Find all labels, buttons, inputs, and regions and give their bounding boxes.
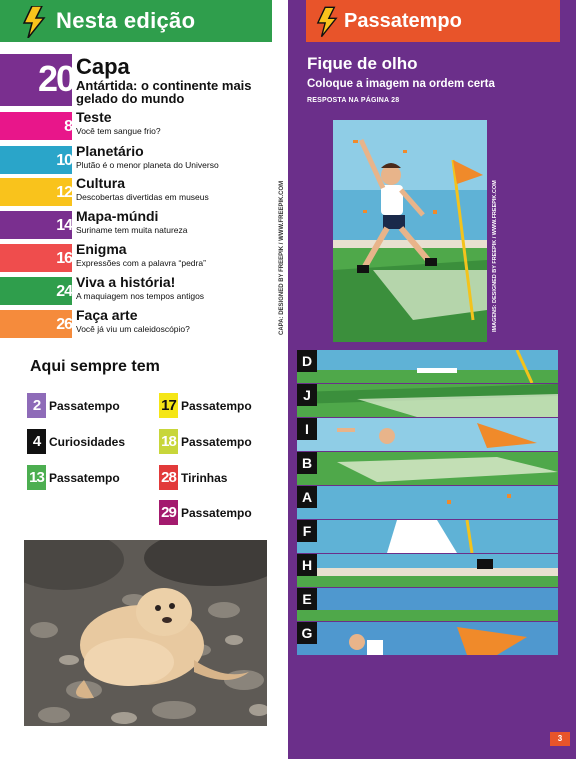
toc-entry[interactable] [0, 175, 272, 206]
puzzle-strip[interactable] [297, 452, 558, 485]
strip-letter: G [297, 622, 317, 644]
always-page-number: 28 [159, 465, 178, 490]
toc-title: Planetário [76, 143, 144, 159]
toc-entry[interactable] [0, 143, 272, 174]
always-label: Passatempo [181, 435, 252, 449]
strip-letter: J [297, 384, 317, 406]
always-label: Passatempo [181, 506, 252, 520]
right-header [306, 0, 560, 42]
soccer-player-image [333, 120, 487, 342]
toc-description: Você tem sangue frio? [76, 126, 161, 136]
toc-entry[interactable] [0, 307, 272, 338]
cover-description: Antártida: o continente mais gelado do mundo [76, 78, 252, 106]
always-page-number: 4 [27, 429, 46, 454]
toc-entry[interactable] [0, 109, 272, 140]
strip-image [297, 452, 558, 485]
strip-image [297, 350, 558, 383]
toc-title: Teste [76, 109, 112, 125]
strip-letter: I [297, 418, 317, 440]
strip-letter: F [297, 520, 317, 542]
lightning-bolt-icon [22, 6, 46, 38]
puzzle-title: Fique de olho [307, 54, 418, 73]
puzzle-strip[interactable] [297, 350, 558, 383]
puzzle-instructions: Coloque a imagem na ordem certa [307, 78, 495, 90]
lightning-bolt-icon [316, 6, 338, 38]
always-page-number: 29 [159, 500, 178, 525]
toc-description: Suriname tem muita natureza [76, 225, 188, 235]
right-header-title: Passatempo [344, 10, 462, 32]
strip-letter: H [297, 554, 317, 576]
toc-title: Enigma [76, 241, 127, 257]
toc-page-number: 12 [56, 184, 72, 201]
toc-description: A maquiagem nos tempos antigos [76, 291, 205, 301]
page-number: 3 [550, 732, 570, 746]
toc-title: Mapa-múndi [76, 208, 159, 224]
strip-image [297, 588, 558, 621]
left-header-title: Nesta edição [56, 8, 196, 33]
toc-page-number: 8 [64, 118, 72, 135]
toc-entry[interactable] [0, 208, 272, 239]
toc-page-number: 16 [56, 250, 72, 267]
always-page-number: 2 [27, 393, 46, 418]
always-page-number: 17 [159, 393, 178, 418]
strip-image [297, 418, 558, 451]
always-label: Passatempo [49, 471, 120, 485]
toc-entry[interactable] [0, 241, 272, 272]
always-label: Tirinhas [181, 471, 228, 485]
cover-title: Capa [76, 54, 130, 79]
toc-page-number: 26 [56, 316, 72, 333]
toc-description: Expressões com a palavra “pedra” [76, 258, 206, 268]
toc-description: Plutão é o menor planeta do Universo [76, 160, 219, 170]
toc-page-number: 14 [56, 217, 72, 234]
toc-description: Descobertas divertidas em museus [76, 192, 209, 202]
toc-page-number: 24 [56, 283, 72, 300]
toc-entry[interactable] [0, 274, 272, 305]
strip-image [297, 622, 558, 655]
strip-image [297, 384, 558, 417]
strip-letter: B [297, 452, 317, 474]
toc-page-number: 10 [56, 152, 72, 169]
toc-description: Você já viu um caleidoscópio? [76, 324, 190, 334]
left-header [0, 0, 272, 42]
puzzle-strip[interactable] [297, 486, 558, 519]
puzzle-strip[interactable] [297, 554, 558, 587]
strip-letter: A [297, 486, 317, 508]
toc-title: Faça arte [76, 307, 138, 323]
strip-letter: D [297, 350, 317, 372]
toc-title: Viva a história! [76, 274, 176, 290]
puzzle-strip[interactable] [297, 384, 558, 417]
always-page-number: 18 [159, 429, 178, 454]
toc-cover-entry[interactable] [0, 54, 272, 106]
strip-letter: E [297, 588, 317, 610]
puzzle-strip[interactable] [297, 588, 558, 621]
always-label: Passatempo [181, 399, 252, 413]
cover-page-number: 20 [38, 58, 75, 99]
puzzle-strip[interactable] [297, 622, 558, 655]
always-section-title: Aqui sempre tem [30, 358, 160, 375]
always-label: Curiosidades [49, 435, 126, 449]
strip-image [297, 486, 558, 519]
always-label: Passatempo [49, 399, 120, 413]
strip-image [297, 520, 558, 553]
puzzle-strip[interactable] [297, 418, 558, 451]
seal-photo [24, 540, 267, 726]
strip-image [297, 554, 558, 587]
puzzle-answer-note: RESPOSTA NA PÁGINA 28 [307, 97, 400, 104]
toc-title: Cultura [76, 175, 125, 191]
images-credit: IMAGENS: DESIGNED BY FREEPIK / WWW.FREEPIK.COM [492, 180, 498, 332]
puzzle-strip[interactable] [297, 520, 558, 553]
always-page-number: 13 [27, 465, 46, 490]
cover-credit: CAPA: DESIGNED BY FREEPIK / WWW.FREEPIK.COM [279, 180, 285, 335]
